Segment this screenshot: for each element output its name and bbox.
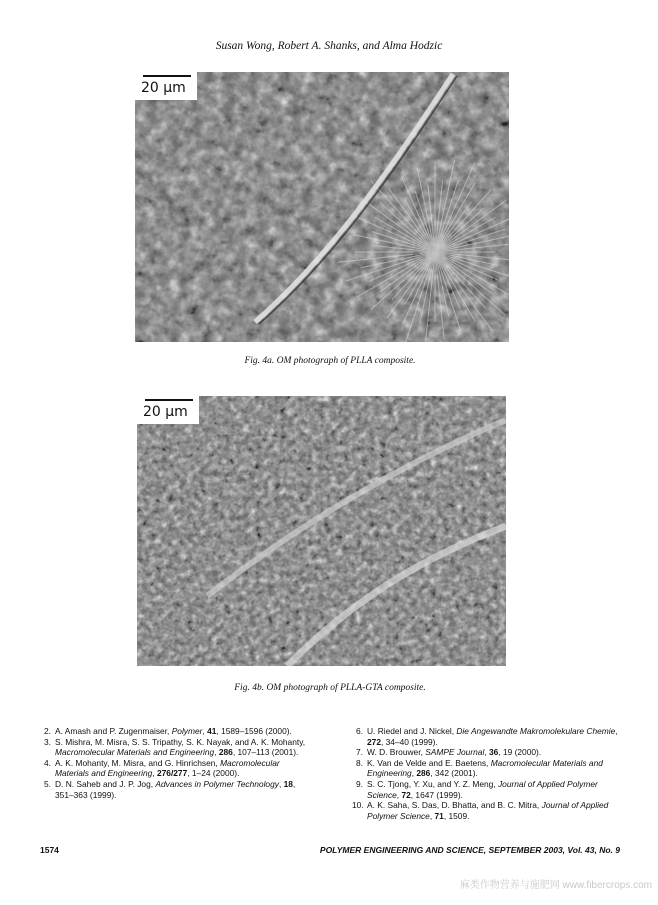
reference-item: [40, 737, 312, 758]
reference-text: Journal of Applied Polymer Science: [367, 800, 609, 821]
reference-text: , 34–40 (1999).: [380, 736, 438, 747]
reference-number: 3.: [44, 736, 51, 747]
reference-text: , 342 (2001).: [430, 768, 478, 779]
reference-text: 276/277: [156, 768, 188, 779]
figure-4a-micrograph: [135, 72, 509, 342]
reference-text: , 107–113 (2001).: [232, 747, 299, 758]
reference-item: [352, 758, 628, 779]
watermark-text: 麻类作物营养与施肥网: [459, 880, 560, 891]
reference-text: 71: [434, 810, 444, 821]
reference-text: , 1–24 (2000).: [187, 768, 240, 779]
reference-item: [352, 726, 628, 747]
reference-text: ,: [429, 810, 435, 821]
reference-text: SAMPE Journal: [425, 747, 485, 758]
reference-text: ,: [484, 747, 489, 758]
reference-number: 10.: [352, 800, 364, 811]
reference-text: 286: [416, 768, 431, 779]
reference-text: Advances in Polymer Technology: [155, 778, 279, 789]
reference-number: 7.: [356, 747, 363, 758]
reference-text: ,: [278, 778, 284, 789]
reference-item: [352, 747, 628, 758]
reference-text: , 1647 (1999).: [410, 789, 463, 800]
reference-text: U. Riedel and J. Nickel,: [367, 726, 457, 736]
reference-text: K. Van de Velde and E. Baetens,: [367, 757, 491, 768]
watermark-url: www.fibercrops.com: [562, 880, 652, 891]
page-number: 1574: [40, 845, 59, 855]
reference-item: [352, 800, 628, 821]
reference-text: A. K. Saha, S. Das, D. Bhatta, and B. C. Mitra,: [367, 800, 542, 811]
reference-number: 9.: [356, 778, 363, 789]
figure-4a-caption: Fig. 4a. OM photograph of PLLA composite.: [244, 356, 416, 366]
reference-text: S. Mishra, M. Misra, S. S. Tripathy, S. K. Nayak, and A. K. Mohanty,: [55, 736, 306, 747]
scale-label: 20 μm: [141, 80, 186, 96]
reference-number: 2.: [44, 726, 51, 736]
reference-item: [40, 726, 312, 737]
running-head: Susan Wong, Robert A. Shanks, and Alma Hodzic: [215, 40, 443, 52]
scale-bar: [135, 72, 197, 100]
reference-text: 286: [218, 747, 233, 758]
reference-text: 272: [367, 736, 381, 747]
reference-number: 8.: [356, 757, 363, 768]
reference-text: ,: [411, 768, 417, 779]
reference-text: , 1589–1596 (2000).: [216, 726, 292, 736]
scale-label: 20 μm: [143, 404, 188, 420]
reference-text: Die Angewandte Makromolekulare Chemie: [456, 726, 616, 736]
reference-text: A. K. Mohanty, M. Misra, and G. Hinrichsen,: [55, 757, 221, 768]
reference-text: 72: [401, 789, 411, 800]
reference-text: S. C. Tjong, Y. Xu, and Y. Z. Meng,: [367, 778, 498, 789]
reference-list-left: [40, 726, 312, 800]
reference-number: 4.: [44, 757, 51, 768]
figure-4b-caption: Fig. 4b. OM photograph of PLLA-GTA composite.: [234, 683, 426, 693]
reference-text: Macromolecular Materials and Engineering: [55, 757, 280, 779]
reference-text: ,: [202, 726, 208, 736]
figure-4b-micrograph: [137, 396, 506, 666]
micrograph-image: [137, 396, 506, 666]
reference-text: ,: [152, 768, 157, 779]
reference-text: ,: [615, 726, 618, 736]
reference-text: 36: [488, 747, 499, 758]
reference-list-right: [352, 726, 628, 821]
reference-text: Macromolecular Materials and Engineering: [367, 757, 603, 779]
reference-text: 41: [207, 726, 217, 736]
reference-text: W. D. Brouwer,: [367, 747, 426, 758]
reference-number: 6.: [356, 726, 363, 736]
reference-item: [40, 758, 312, 779]
reference-text: , 19 (2000).: [498, 747, 542, 758]
micrograph-image: [135, 72, 509, 342]
reference-item: [352, 779, 628, 800]
reference-text: 18: [283, 778, 293, 789]
reference-text: Journal of Applied Polymer Science: [367, 778, 598, 800]
reference-text: Polymer: [171, 726, 203, 736]
reference-text: ,: [214, 747, 219, 758]
scale-bar: [137, 396, 199, 424]
reference-text: , 1509.: [443, 810, 470, 821]
reference-text: ,: [396, 789, 402, 800]
reference-text: A. Amash and P. Zugenmaiser,: [55, 726, 172, 736]
journal-citation: POLYMER ENGINEERING AND SCIENCE, SEPTEMBER 2003, Vol. 43, No. 9: [319, 845, 620, 855]
reference-text: Macromolecular Materials and Engineering: [55, 747, 215, 758]
reference-item: [40, 779, 312, 800]
reference-number: 5.: [44, 778, 51, 789]
watermark: [460, 880, 652, 891]
reference-text: D. N. Saheb and J. P. Jog,: [55, 778, 156, 789]
reference-text: , 351–363 (1999).: [55, 778, 296, 800]
